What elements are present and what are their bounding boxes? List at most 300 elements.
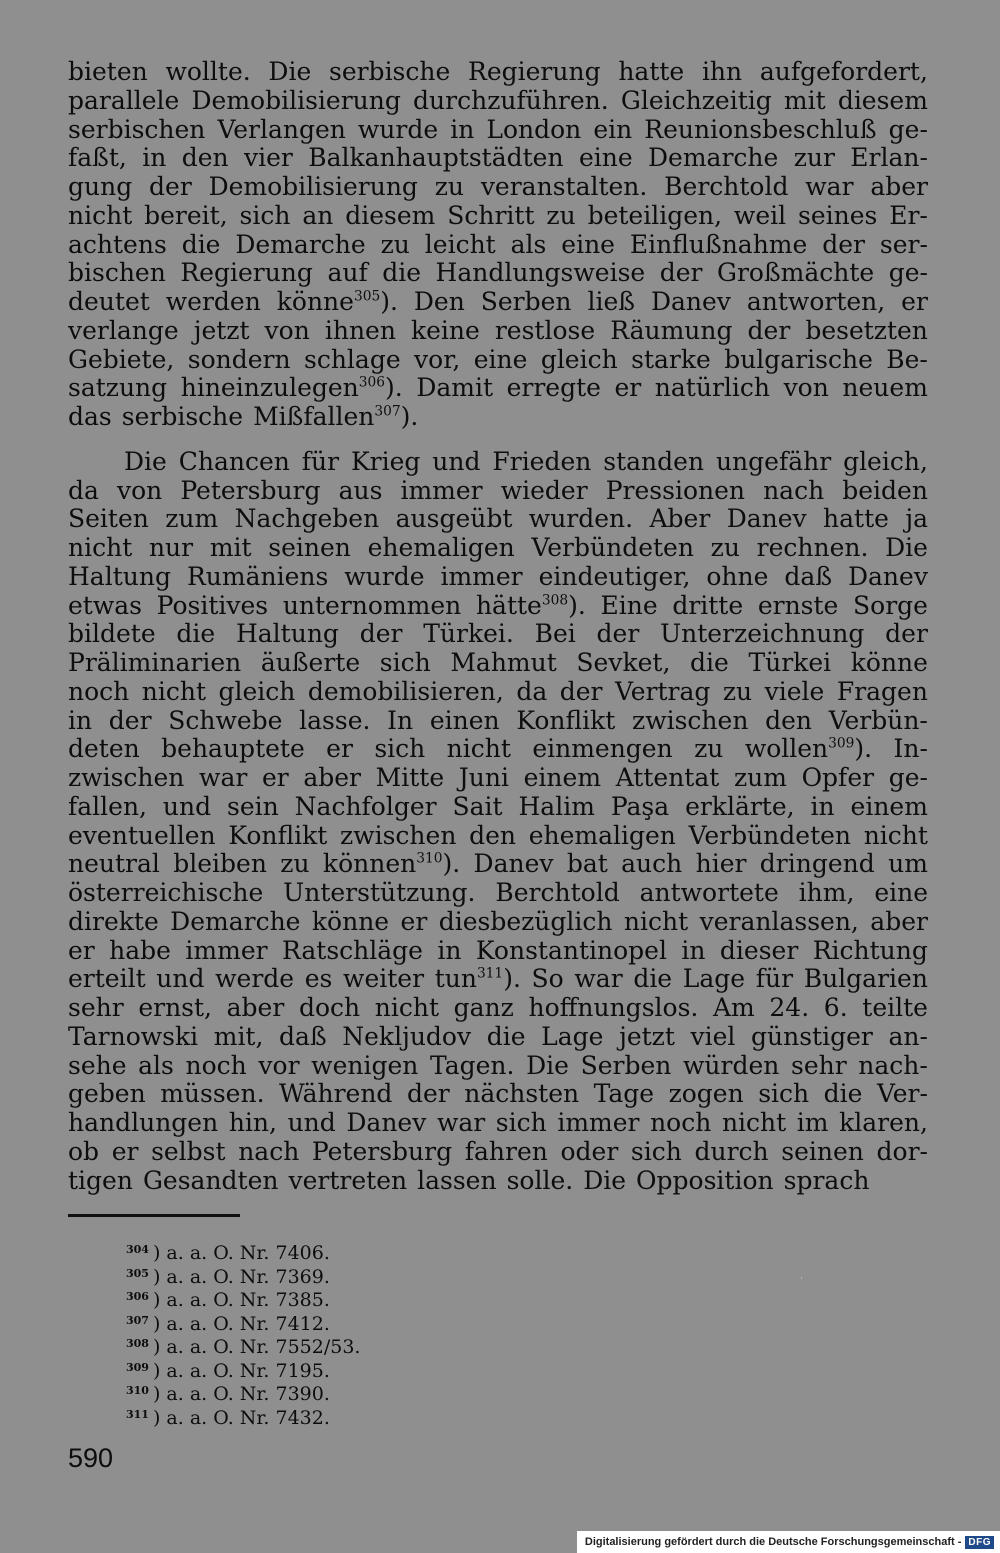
word: mit — [783, 85, 826, 115]
footnote — [126, 1356, 526, 1380]
footnote-number: 306 — [126, 1290, 149, 1303]
word: Unterstützung. — [283, 878, 476, 907]
word: zwischen — [68, 763, 185, 792]
word: bieten — [68, 57, 148, 86]
word: Juni — [458, 763, 509, 792]
word: sich — [239, 200, 291, 230]
footnote-divider — [68, 1214, 240, 1217]
footnote-paren: ) — [152, 1383, 167, 1405]
word: zum — [165, 504, 219, 534]
word: Mitte — [375, 763, 445, 792]
word: sehe — [68, 1050, 127, 1080]
word: starke — [631, 344, 711, 374]
word: im — [796, 1108, 829, 1137]
text-line — [68, 592, 928, 621]
word: In — [387, 705, 414, 735]
footnote-text: a. a. O. Nr. 7406. — [166, 1242, 330, 1264]
word: Damit — [416, 373, 494, 403]
word: weil — [733, 200, 787, 230]
word: gung — [68, 172, 133, 201]
word: für — [755, 964, 794, 994]
word: Sorge — [853, 590, 928, 620]
word: von — [783, 373, 829, 403]
word: der — [747, 315, 791, 345]
word: war — [436, 1108, 486, 1137]
word: standen — [603, 446, 705, 476]
word: könne — [311, 906, 390, 936]
word: Regierung — [468, 57, 601, 86]
word: und — [156, 964, 205, 994]
text-line — [68, 58, 928, 87]
word: um — [888, 849, 928, 879]
word: habe — [109, 935, 171, 965]
word: Unterzeichnung — [660, 619, 865, 649]
word: können$^{310}$). — [322, 849, 461, 879]
word: daß — [279, 1021, 327, 1051]
text-line — [68, 937, 928, 966]
word: von — [264, 315, 310, 345]
word: aber — [303, 763, 361, 792]
word: in — [68, 705, 93, 735]
word: könne$^{305}$). — [276, 287, 398, 316]
footnote-number: 309 — [126, 1360, 149, 1374]
footnote-number: 311 — [126, 1407, 149, 1421]
text-line — [68, 649, 928, 678]
word: hatte — [823, 504, 889, 534]
word: in — [450, 114, 475, 144]
word: zu — [710, 533, 740, 562]
word: die — [181, 229, 221, 259]
word: Pressionen — [605, 475, 745, 505]
word: nicht — [374, 993, 439, 1022]
word: auf — [327, 258, 368, 288]
paragraph-gap — [68, 432, 928, 448]
word: nicht — [141, 676, 206, 706]
word: Einflußnahme — [629, 229, 808, 259]
word: hineinzulegen$^{306}$). — [180, 373, 403, 403]
text-line — [68, 259, 928, 288]
word: ehemaligen — [367, 533, 515, 562]
text-line — [68, 448, 928, 477]
word: deten — [68, 734, 140, 764]
word: lassen — [417, 1165, 497, 1195]
word: das — [68, 402, 112, 431]
word: daß — [784, 561, 833, 591]
word: 24. — [769, 993, 810, 1022]
word: einem — [850, 791, 928, 821]
word: ein — [593, 114, 633, 144]
word: sich — [758, 1079, 810, 1109]
word: wurde — [357, 114, 439, 144]
text-line — [68, 173, 928, 202]
word: da — [68, 475, 99, 505]
word: Demarche — [170, 906, 301, 936]
word: demobilisieren, — [307, 676, 504, 706]
word: würden — [683, 1050, 780, 1080]
word: Präliminarien — [68, 648, 242, 677]
word: der — [559, 676, 603, 706]
word: als — [510, 229, 547, 259]
digitization-footer — [577, 1531, 1000, 1553]
word: Konflikt — [228, 820, 328, 850]
word: eine — [578, 143, 633, 173]
word: doch — [298, 993, 361, 1022]
footnote — [126, 1238, 526, 1262]
footnote-text: a. a. O. Nr. 7432. — [166, 1406, 330, 1429]
word: Krieg — [350, 446, 421, 476]
text-line — [68, 317, 928, 346]
text-line — [68, 965, 928, 994]
word: jetzt — [619, 1021, 675, 1051]
word: diesem — [345, 200, 436, 230]
word: der — [596, 619, 640, 649]
word: Großmächte — [716, 258, 875, 288]
word: Ratschläge — [281, 935, 423, 965]
word: in — [142, 143, 167, 173]
word: die — [690, 648, 729, 677]
text-line — [68, 288, 928, 317]
word: viel — [690, 1021, 736, 1051]
word: der — [406, 1079, 450, 1109]
word: zum — [733, 763, 787, 792]
word: ihnen — [324, 315, 396, 345]
text-line — [68, 735, 928, 764]
footnote — [126, 1309, 526, 1333]
word: in — [681, 935, 706, 965]
word: klaren, — [839, 1108, 928, 1137]
word: war — [199, 763, 248, 792]
word: neutral — [68, 849, 160, 879]
footnote-number: 305 — [126, 1266, 149, 1280]
word: Den — [413, 287, 465, 316]
text-line — [68, 231, 928, 260]
word: noch — [185, 1050, 247, 1080]
word: erteilt — [68, 964, 146, 994]
word: Schritt — [447, 200, 535, 230]
word: handlungen — [68, 1108, 219, 1137]
word: weiter — [343, 964, 425, 994]
word: Demobilisierung — [191, 85, 401, 115]
word: sehr — [68, 993, 124, 1022]
word: Lage — [541, 1021, 604, 1051]
word: Schwebe — [168, 705, 283, 735]
word: Sevket, — [576, 648, 671, 677]
text-line — [68, 850, 928, 879]
word: mit — [209, 533, 252, 562]
word: Konstantinopel — [475, 935, 667, 965]
text-line — [68, 678, 928, 707]
word: Die — [526, 1050, 569, 1080]
word: durchzuführen. — [413, 85, 609, 115]
word: faßt, — [68, 143, 127, 173]
word: Türkei — [748, 648, 832, 677]
word: Während — [279, 1079, 393, 1109]
word: sein — [227, 791, 279, 821]
word: in — [437, 935, 462, 965]
word: tigen — [68, 1165, 133, 1195]
word: äußerte — [260, 648, 361, 677]
word: Demarche — [648, 143, 779, 173]
word: ja — [905, 504, 928, 534]
footnote-ref: 309 — [828, 735, 855, 752]
word: es — [304, 964, 333, 994]
word: bulgarische — [724, 344, 873, 374]
word: Be- — [886, 344, 928, 374]
word: satzung — [68, 373, 168, 403]
word: achtens — [68, 229, 167, 259]
text-line — [68, 374, 928, 403]
word: eine — [874, 878, 928, 907]
footnote-text: a. a. O. Nr. 7412. — [166, 1312, 330, 1335]
word: aber — [870, 172, 928, 201]
text-line — [68, 620, 928, 649]
word: eine — [473, 344, 528, 374]
dfg-logo-icon: DFG — [965, 1536, 994, 1549]
word: parallele — [68, 85, 180, 115]
footnote — [126, 1285, 526, 1309]
footnote-text: a. a. O. Nr. 7195. — [166, 1359, 330, 1382]
word: leicht — [424, 229, 496, 259]
word: ge- — [888, 763, 928, 792]
word: Räumung — [610, 315, 733, 345]
word: günstiger — [751, 1021, 873, 1051]
word: serbische — [328, 57, 451, 86]
word: nicht — [446, 734, 511, 764]
word: er — [68, 935, 95, 965]
word: bat — [566, 849, 608, 879]
word: ließ — [587, 287, 635, 316]
word: sich — [630, 1136, 682, 1166]
word: Danev — [650, 287, 731, 316]
word: werde — [215, 964, 295, 994]
text-line — [68, 879, 928, 908]
footnote-paren: ) — [152, 1242, 167, 1264]
word: Konflikt — [516, 705, 616, 735]
word: gleich — [218, 676, 296, 706]
word: Bei — [534, 619, 576, 649]
footnote-ref: 307 — [374, 403, 401, 420]
word: fahren — [464, 1136, 548, 1166]
word: natürlich — [654, 373, 770, 403]
word: Aber — [649, 504, 711, 534]
word: ob — [68, 1136, 100, 1166]
word: erklärte, — [685, 791, 795, 821]
word: Opposition — [636, 1165, 774, 1195]
word: wollen$^{309}$). — [744, 734, 873, 764]
footnote-ref: 310 — [416, 850, 443, 867]
word: Seiten — [68, 504, 149, 534]
footnote-ref: 311 — [476, 965, 504, 982]
word: Halim — [518, 791, 595, 821]
word: nicht — [68, 533, 133, 562]
word: könne — [850, 648, 928, 677]
word: der — [822, 229, 865, 259]
word: Verbündeten — [531, 533, 694, 562]
word: bleiben — [173, 849, 267, 879]
word: ganz — [453, 993, 514, 1022]
word: seinen — [781, 1136, 864, 1166]
word: mit, — [213, 1021, 264, 1051]
word: dieser — [719, 935, 799, 965]
footnote — [126, 1262, 526, 1286]
word: London — [486, 114, 582, 144]
word: werden — [165, 287, 261, 316]
word: schlage — [303, 344, 401, 374]
footnote-paren: ) — [152, 1265, 167, 1288]
word: veranlassen, — [699, 906, 859, 936]
word: nach — [763, 475, 825, 505]
word: ehemaligen — [528, 820, 676, 850]
word: vertreten — [288, 1165, 408, 1195]
word: er — [901, 287, 928, 316]
text-line — [68, 1109, 928, 1138]
word: rechnen. — [756, 533, 869, 562]
word: zur — [793, 143, 835, 173]
word: Haltung — [68, 561, 171, 591]
word: Demarche — [235, 229, 366, 259]
footnote-number: 307 — [126, 1313, 149, 1327]
word: Verbün- — [828, 705, 928, 735]
footnote-paren: ) — [152, 1336, 167, 1358]
word: beteiligen, — [587, 200, 723, 230]
word: Gebiete, — [68, 344, 175, 374]
word: Verlangen — [217, 114, 346, 144]
word: teilte — [862, 993, 928, 1022]
word: Türkei. — [423, 619, 514, 649]
footnote-ref: 305 — [353, 288, 381, 305]
word: In- — [893, 734, 928, 764]
word: restlose — [494, 315, 596, 345]
word: serbische — [121, 402, 244, 431]
text-line — [68, 1080, 928, 1109]
word: Ver- — [876, 1079, 928, 1109]
word: ernst, — [138, 993, 212, 1022]
word: ihn — [701, 57, 743, 86]
word: Serben — [580, 1050, 672, 1080]
word: Demobilisierung — [208, 172, 418, 201]
word: Tagen. — [430, 1050, 515, 1080]
word: verlange — [68, 315, 179, 345]
footnote-number: 304 — [126, 1243, 149, 1256]
text-line — [68, 563, 928, 592]
word: Die — [268, 57, 312, 86]
text-line — [68, 202, 928, 231]
word: Eine — [600, 590, 658, 620]
word: er — [400, 906, 428, 936]
word: Rumäniens — [186, 561, 329, 591]
word: Gleichzeitig — [620, 85, 772, 115]
word: aber — [226, 993, 285, 1022]
word: nächsten — [464, 1079, 580, 1109]
word: einem — [523, 763, 602, 792]
word: dringend — [759, 849, 875, 879]
word: Attentat — [615, 763, 720, 792]
word: Verbündeten — [688, 820, 852, 850]
word: neuem — [842, 373, 928, 403]
word: hoffnungslos. — [528, 993, 699, 1022]
word: zu — [722, 676, 753, 706]
word: ge- — [888, 258, 928, 288]
word: einmengen — [532, 734, 673, 764]
word: lasse. — [299, 705, 371, 735]
word: ser- — [879, 229, 928, 259]
word: Mißfallen$^{307}$). — [253, 402, 419, 431]
word: Handlungsweise — [435, 258, 646, 288]
word: beiden — [842, 475, 928, 505]
word: 6. — [823, 993, 848, 1022]
word: Regierung — [180, 258, 313, 288]
word: Serben — [480, 287, 572, 316]
word: sich — [374, 734, 426, 764]
word: seinen — [268, 533, 351, 562]
word: der — [359, 619, 403, 649]
word: Nachfolger — [294, 791, 437, 821]
text-line — [68, 1052, 928, 1081]
word: eine — [561, 229, 615, 259]
footnotes — [126, 1238, 526, 1429]
footnote-text: a. a. O. Nr. 7552/53. — [166, 1336, 361, 1358]
word: deutet — [68, 287, 150, 316]
word: sich — [495, 1108, 547, 1137]
word: sprach — [783, 1165, 870, 1195]
word: ihm, — [798, 878, 855, 907]
word: wurden. — [528, 504, 634, 534]
word: Die — [124, 446, 167, 476]
word: Berchtold — [664, 172, 789, 201]
text-line — [68, 116, 928, 145]
word: aus — [338, 475, 383, 505]
footnote-text: a. a. O. Nr. 7390. — [166, 1383, 330, 1405]
word: keine — [410, 315, 480, 345]
word: ge- — [888, 114, 928, 144]
text-line — [68, 822, 928, 851]
word: direkte — [68, 906, 159, 936]
word: behauptete — [161, 734, 305, 764]
word: auch — [621, 849, 683, 879]
word: sich — [379, 648, 431, 677]
word: Danev — [847, 561, 928, 591]
footnote-ref: 306 — [358, 374, 386, 391]
word: zogen — [668, 1079, 744, 1109]
word: er — [261, 763, 289, 792]
text-line — [68, 994, 928, 1023]
word: serbischen — [68, 114, 206, 144]
word: hin, — [228, 1108, 277, 1137]
word: Er- — [889, 200, 928, 230]
word: Erlan- — [850, 143, 928, 173]
word: die — [486, 1021, 526, 1051]
word: sondern — [187, 344, 291, 374]
word: er — [111, 1136, 139, 1166]
word: noch — [68, 676, 130, 706]
word: nicht — [721, 1108, 787, 1137]
footnote-paren: ) — [152, 1406, 167, 1429]
word: immer — [400, 475, 483, 505]
word: eventuellen — [68, 820, 216, 850]
word: seines — [797, 200, 878, 230]
word: sehr — [790, 1050, 847, 1080]
word: und — [162, 791, 212, 821]
word: und — [432, 446, 481, 476]
word: Die — [885, 533, 928, 562]
word: Danev — [346, 1108, 427, 1137]
word: immer — [440, 561, 523, 591]
word: dritte — [672, 590, 744, 620]
word: den — [469, 820, 517, 850]
text-line — [68, 477, 928, 506]
word: hier — [695, 849, 747, 879]
word: aber — [870, 906, 928, 936]
